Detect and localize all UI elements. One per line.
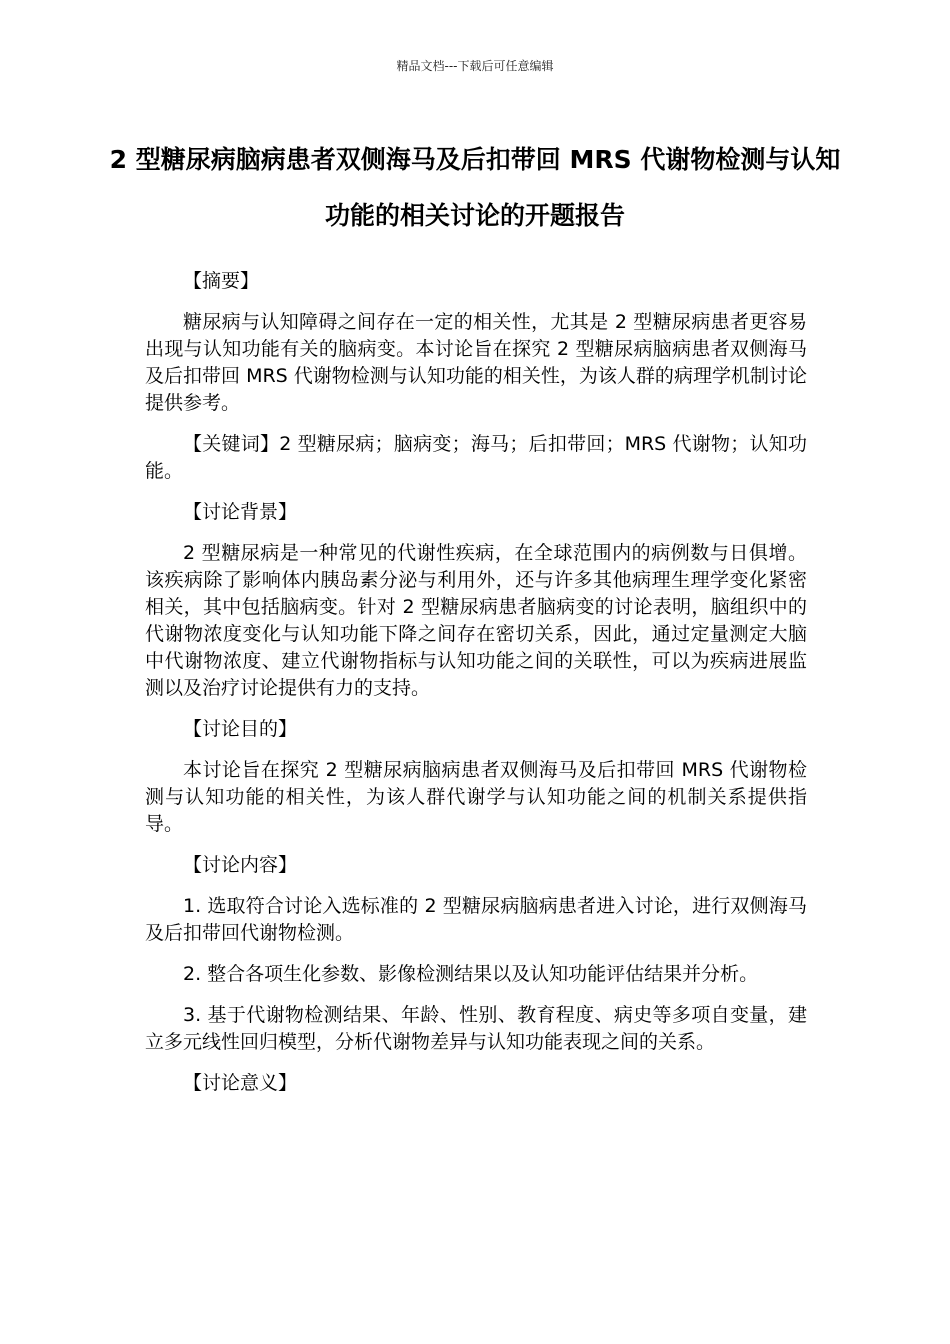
purpose-heading: 【讨论目的】 xyxy=(183,718,298,740)
background-heading: 【讨论背景】 xyxy=(183,501,298,523)
content-item-1: 1. 选取符合讨论入选标准的 2 型糖尿病脑病患者进入讨论，进行双侧海马及后扣带回代谢物检测。 xyxy=(145,895,807,944)
content-item-2: 2. 整合各项生化参数、影像检测结果以及认知功能评估结果并分析。 xyxy=(183,963,759,985)
significance-heading: 【讨论意义】 xyxy=(183,1072,298,1094)
document-title: 2 型糖尿病脑病患者双侧海马及后扣带回 MRS 代谢物检测与认知功能的相关讨论的开题报告 xyxy=(109,145,841,230)
abstract-heading: 【摘要】 xyxy=(183,270,260,292)
purpose-paragraph: 本讨论旨在探究 2 型糖尿病脑病患者双侧海马及后扣带回 MRS 代谢物检测与认知功能的相关性，为该人群代谢学与认知功能之间的机制关系提供指导。 xyxy=(145,759,807,835)
abstract-paragraph: 糖尿病与认知障碍之间存在一定的相关性，尤其是 2 型糖尿病患者更容易出现与认知功能有关的脑病变。本讨论旨在探究 2 型糖尿病脑病患者双侧海马及后扣带回 MRS 代谢物检测与认知功能的相关性，为该人群的病理学机制讨论提供参考。 xyxy=(145,311,807,414)
keywords-paragraph: 【关键词】2 型糖尿病；脑病变；海马；后扣带回；MRS 代谢物；认知功能。 xyxy=(145,433,807,482)
background-paragraph: 2 型糖尿病是一种常见的代谢性疾病，在全球范围内的病例数与日俱增。该疾病除了影响体内胰岛素分泌与利用外，还与许多其他病理生理学变化紧密相关，其中包括脑病变。针对 2 型糖尿病患者脑病变的讨论表明，脑组织中的代谢物浓度变化与认知功能下降之间存在密切关系，因此，通过定量测定大脑中代谢物浓度、建立代谢物指标与认知功能之间的关联性，可以为疾病进展监测以及治疗讨论提供有力的支持。 xyxy=(145,542,807,699)
content-item-3: 3. 基于代谢物检测结果、年龄、性别、教育程度、病史等多项自变量，建立多元线性回归模型，分析代谢物差异与认知功能表现之间的关系。 xyxy=(145,1004,807,1053)
page-header-watermark: 精品文档---下载后可任意编辑 xyxy=(396,59,554,73)
document-body xyxy=(145,268,807,1111)
content-heading: 【讨论内容】 xyxy=(183,854,298,876)
